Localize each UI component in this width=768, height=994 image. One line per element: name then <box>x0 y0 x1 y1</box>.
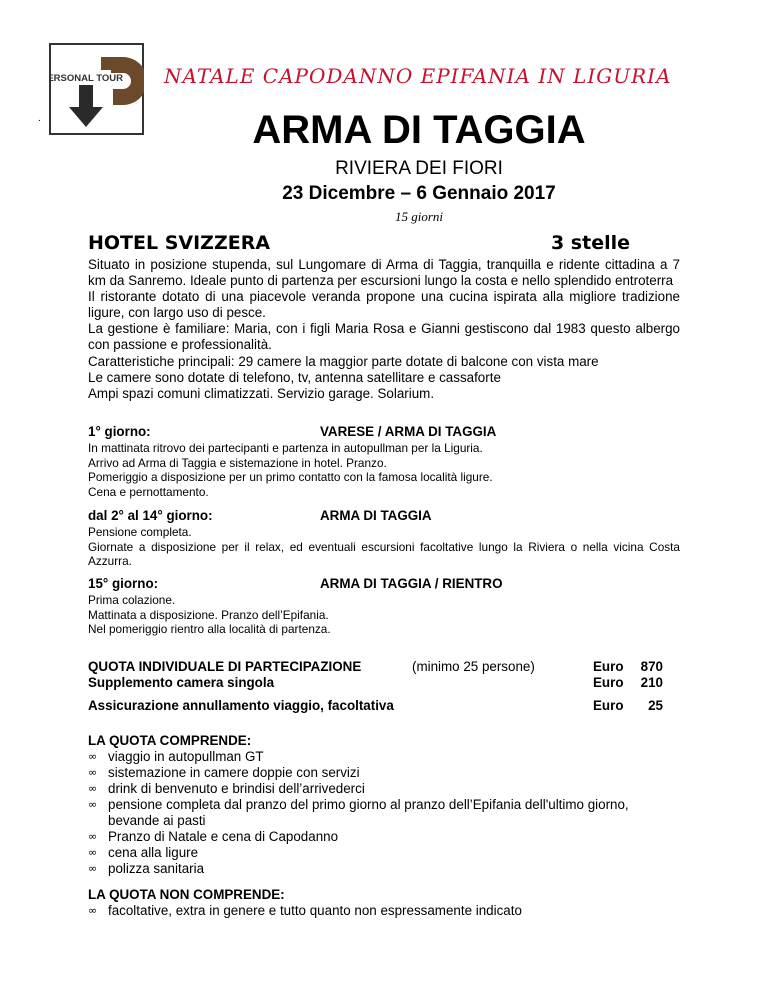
price-label: Assicurazione annullamento viaggio, facoltativa <box>88 698 394 713</box>
infinity-bullet-icon: ∞ <box>88 750 98 763</box>
day-place: ARMA DI TAGGIA <box>320 508 432 523</box>
infinity-bullet-icon: ∞ <box>88 862 98 875</box>
list-item: ∞ facoltative, extra in genere e tutto quanto non espressamente indicato <box>88 903 522 918</box>
infinity-bullet-icon: ∞ <box>88 904 98 917</box>
price-amount: 210 <box>640 675 663 690</box>
includes-title: LA QUOTA COMPRENDE: <box>88 733 252 748</box>
trip-duration: 15 giorni <box>394 209 444 224</box>
day-label: 15° giorno: <box>88 576 159 591</box>
infinity-bullet-icon: ∞ <box>88 782 98 795</box>
page-title: ARMA DI TAGGIA <box>252 108 586 152</box>
price-note: (minimo 25 persone) <box>412 659 535 674</box>
hotel-stars: 3 stelle <box>550 232 630 254</box>
day-place: ARMA DI TAGGIA / RIENTRO <box>320 576 503 591</box>
price-label: QUOTA INDIVIDUALE DI PARTECIPAZIONE <box>88 659 362 674</box>
description-line: Ampi spazi comuni climatizzati. Servizio garage. Solarium. <box>88 385 435 401</box>
list-item: ∞ Pranzo di Natale e cena di Capodanno <box>88 829 339 844</box>
day-line: Mattinata a disposizione. Pranzo dell’Epifania. <box>88 607 329 622</box>
price-row-singola <box>88 675 680 691</box>
list-item: ∞ pensione completa dal pranzo del primo giorno al pranzo dell’Epifania dell'ultimo giorno, bevande ai pasti <box>88 797 629 828</box>
price-currency: Euro <box>593 659 624 674</box>
stray-dot: . <box>38 113 41 124</box>
list-item: ∞ viaggio in autopullman GT <box>88 749 264 764</box>
day-line: Cena e pernottamento. <box>88 484 209 499</box>
price-amount: 870 <box>640 659 663 674</box>
price-label: Supplemento camera singola <box>88 675 275 690</box>
infinity-bullet-icon: ∞ <box>88 798 98 811</box>
logo-text: PERSONAL TOUR <box>49 73 123 84</box>
excludes-list <box>88 903 680 919</box>
list-item: ∞ cena alla ligure <box>88 845 199 860</box>
day-line: Pensione completa. <box>88 525 192 539</box>
infinity-bullet-icon: ∞ <box>88 830 98 843</box>
day-line: Giornate a disposizione per il relax, ed eventuali escursioni facoltative lungo la Riviera o nella vicina Costa Azzurra. <box>88 539 680 569</box>
day-label: dal 2° al 14° giorno: <box>88 508 213 523</box>
list-item: ∞ polizza sanitaria <box>88 861 205 876</box>
day-line: Prima colazione. <box>88 593 176 607</box>
day-line: Pomeriggio a disposizione per un primo contatto con la famosa località ligure. <box>88 470 493 485</box>
description-line: Il ristorante dotato di una piacevole veranda propone una cucina ispirata alla migliore tradizione ligure, con largo uso di pesce. <box>88 289 680 321</box>
excludes-title: LA QUOTA NON COMPRENDE: <box>88 887 285 902</box>
description-line: Caratteristiche principali: 29 camere la maggior parte dotate di balcone con vista mare <box>88 353 599 369</box>
infinity-bullet-icon: ∞ <box>88 846 98 859</box>
description-line: Situato in posizione stupenda, sul Lungomare di Arma di Taggia, tranquilla e ridente cittadina a 7 km da Sanremo. Ideale punto di partenza per escursioni lungo la costa e nello splendido entroterra <box>88 257 680 289</box>
price-currency: Euro <box>593 675 624 690</box>
subtitle: RIVIERA DEI FIORI <box>335 158 503 179</box>
itinerary-day-15 <box>88 576 680 637</box>
price-row-quota <box>88 659 680 675</box>
day-place: VARESE / ARMA DI TAGGIA <box>320 424 497 439</box>
description-line: Le camere sono dotate di telefono, tv, antenna satellitare e cassaforte <box>88 369 501 385</box>
itinerary-day-1 <box>88 424 680 499</box>
infinity-bullet-icon: ∞ <box>88 766 98 779</box>
includes-list <box>88 749 680 877</box>
event-banner: NATALE CAPODANNO EPIFANIA IN LIGURIA <box>164 64 672 88</box>
hotel-name: HOTEL SVIZZERA <box>88 232 271 254</box>
description-line: La gestione è familiare: Maria, con i figli Maria Rosa e Gianni gestiscono dal 1983 questo albergo con passione e professionalità. <box>88 321 680 353</box>
price-currency: Euro <box>593 698 624 713</box>
itinerary-day-2-14 <box>88 508 680 569</box>
price-amount: 25 <box>648 698 663 713</box>
trip-dates: 23 Dicembre – 6 Gennaio 2017 <box>282 183 556 204</box>
price-row-assicurazione <box>88 698 680 714</box>
day-line: Nel pomeriggio rientro alla località di partenza. <box>88 622 331 637</box>
day-label: 1° giorno: <box>88 424 151 439</box>
hotel-description <box>88 257 680 402</box>
day-line: In mattinata ritrovo dei partecipanti e partenza in autopullman per la Liguria. <box>88 441 483 455</box>
list-item: ∞ drink di benvenuto e brindisi dell’arrivederci <box>88 781 365 796</box>
list-item: ∞ sistemazione in camere doppie con servizi <box>88 765 360 780</box>
day-line: Arrivo ad Arma di Taggia e sistemazione in hotel. Pranzo. <box>88 455 387 470</box>
